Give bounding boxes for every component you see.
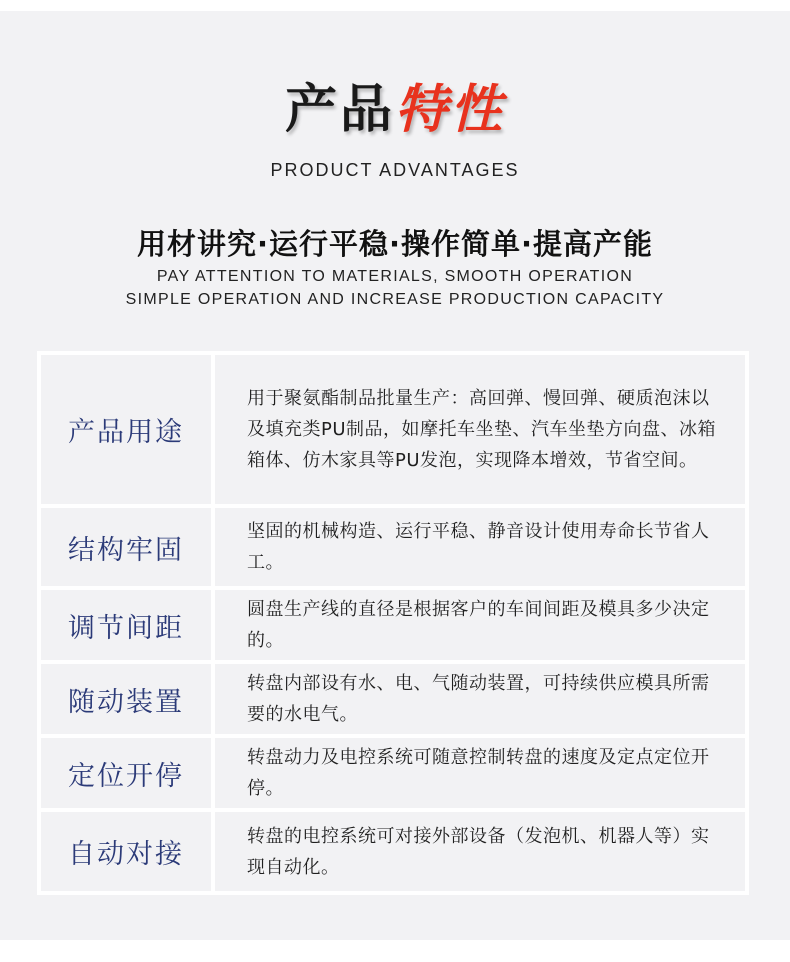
row-description-text: 用于聚氨酯制品批量生产：高回弹、慢回弹、硬质泡沫以及填充类PU制品，如摩托车坐垫、汽车坐垫方向盘、冰箱箱体、仿木家具等PU发泡，实现降本增效，节省空间。 [247, 388, 717, 471]
row-description [215, 812, 745, 891]
row-description-text: 转盘的电控系统可对接外部设备（发泡机、机器人等）实现自动化。 [247, 825, 710, 878]
subtitle-english-line-1: PAY ATTENTION TO MATERIALS, SMOOTH OPERATION [156, 268, 634, 285]
table-row [41, 812, 745, 891]
bottom-margin [0, 940, 790, 962]
row-description [215, 355, 745, 504]
title-part-1: 产品 [284, 80, 395, 140]
row-description [215, 738, 745, 808]
subtitle-english-line-2: SIMPLE OPERATION AND INCREASE PRODUCTION CAPACITY [125, 291, 665, 308]
row-description [215, 664, 745, 734]
row-description-text: 转盘动力及电控系统可随意控制转盘的速度及定点定位开停。 [247, 747, 710, 799]
features-table [37, 351, 749, 895]
row-label: 调节间距 [41, 590, 211, 660]
row-label: 自动对接 [41, 812, 211, 891]
row-description-text: 圆盘生产线的直径是根据客户的车间间距及模具多少决定的。 [247, 599, 710, 651]
table-row [41, 508, 745, 586]
title-part-2: 特性 [395, 80, 506, 140]
row-label: 产品用途 [41, 355, 211, 504]
row-label: 随动装置 [41, 664, 211, 734]
row-description-text: 转盘内部设有水、电、气随动装置，可持续供应模具所需要的水电气。 [247, 673, 710, 725]
table-row [41, 664, 745, 734]
row-description [215, 508, 745, 586]
row-label: 定位开停 [41, 738, 211, 808]
table-row [41, 738, 745, 808]
page-title [0, 75, 790, 145]
subtitle: 用材讲究·运行平稳·操作简单·提高产能 [136, 227, 654, 261]
row-label: 结构牢固 [41, 508, 211, 586]
row-description [215, 590, 745, 660]
table-row [41, 355, 745, 504]
row-description-text: 坚固的机械构造、运行平稳、静音设计使用寿命长节省人工。 [247, 521, 710, 573]
table-row [41, 590, 745, 660]
title-english: PRODUCT ADVANTAGES [270, 160, 520, 180]
